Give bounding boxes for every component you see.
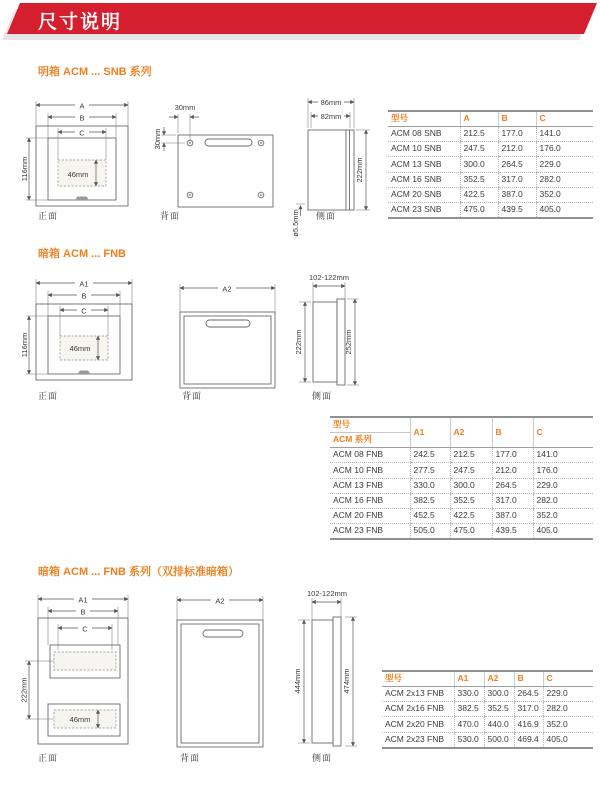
- table-cell: 405.0: [543, 732, 593, 748]
- column-header: 型号: [388, 111, 460, 127]
- table-cell: ACM 20 FNB: [330, 508, 410, 523]
- table-cell: ACM 2x16 FNB: [382, 702, 454, 717]
- table-row: [388, 172, 593, 187]
- table-cell: 382.5: [454, 702, 484, 717]
- dimension-lines: [161, 114, 199, 151]
- table-cell: 330.0: [410, 478, 450, 493]
- table-cell: 317.0: [498, 172, 536, 187]
- dim-label-86: 86mm: [320, 98, 342, 107]
- table-cell: 405.0: [536, 202, 593, 218]
- table-cell: 242.5: [410, 448, 450, 463]
- view-label-back: 背面: [182, 391, 203, 401]
- view-label-side: 侧面: [316, 211, 337, 221]
- dim-label-46: 46mm: [69, 344, 91, 353]
- table-cell: ACM 2x23 FNB: [382, 732, 454, 748]
- table-cell: 282.0: [533, 493, 593, 508]
- table-cell: 212.0: [492, 463, 533, 478]
- column-header: A: [460, 111, 498, 127]
- view-label-side: 侧面: [312, 753, 333, 763]
- table-row: [330, 463, 593, 478]
- table-cell: ACM 2x13 FNB: [382, 687, 454, 702]
- table-row: [330, 523, 593, 539]
- dim-label-a1: A1: [79, 279, 89, 289]
- table-cell: 300.0: [460, 157, 498, 172]
- table-cell: 229.0: [533, 478, 593, 493]
- dim-label-depth: 102-122mm: [308, 273, 350, 282]
- table-cell: 176.0: [533, 463, 593, 478]
- table-cell: 352.5: [460, 172, 498, 187]
- table-cell: 475.0: [460, 202, 498, 218]
- table-row: [388, 202, 593, 218]
- upper-module-window: [54, 652, 116, 670]
- section-title-fnb: 暗箱 ACM ... FNB: [38, 248, 126, 260]
- table-cell: ACM 10 SNB: [388, 142, 460, 157]
- table-cell: ACM 13 SNB: [388, 157, 460, 172]
- table-cell: 282.0: [536, 172, 593, 187]
- dim-label-a1: A1: [78, 595, 88, 605]
- dim-label-444: 444mm: [293, 668, 302, 694]
- table-cell: 500.0: [484, 732, 514, 748]
- column-header: 型号: [382, 671, 454, 687]
- table-cell: 439.5: [492, 523, 533, 539]
- fnb-back-view-drawing: [170, 274, 285, 396]
- table-cell: 387.0: [492, 508, 533, 523]
- section-title-snb: 明箱 ACM ... SNB 系列: [38, 66, 152, 78]
- view-label-front: 正面: [38, 753, 59, 763]
- column-header: C: [543, 671, 593, 687]
- table-cell: ACM 13 FNB: [330, 478, 410, 493]
- dim-label-depth: 102-122mm: [306, 589, 348, 598]
- view-label-back: 背面: [160, 211, 181, 221]
- view-label-side: 侧面: [312, 391, 333, 401]
- column-header: A1: [410, 417, 450, 448]
- fnb-front-view-drawing: [20, 274, 145, 396]
- table-cell: 317.0: [492, 493, 533, 508]
- table-cell: 352.5: [450, 493, 492, 508]
- dim-label-116: 116mm: [20, 332, 29, 358]
- table-cell: 452.5: [410, 508, 450, 523]
- snb-front-view-drawing: [20, 96, 142, 214]
- din-clip-mark: [75, 197, 89, 201]
- fnb2-back-view-drawing: [168, 590, 278, 752]
- table-cell: ACM 10 FNB: [330, 463, 410, 478]
- table-cell: 247.5: [450, 463, 492, 478]
- back-panel: [180, 312, 275, 388]
- table-cell: ACM 16 FNB: [330, 493, 410, 508]
- column-header: C: [533, 417, 593, 448]
- column-header: B: [514, 671, 543, 687]
- dim-label-b: B: [80, 607, 86, 617]
- table-cell: 317.0: [514, 702, 543, 717]
- table-cell: 352.0: [543, 717, 593, 732]
- table-cell: ACM 23 SNB: [388, 202, 460, 218]
- dim-label-252: 252mm: [344, 329, 353, 355]
- table-cell: 264.5: [498, 157, 536, 172]
- column-header: B: [498, 111, 536, 127]
- dim-label-b: B: [79, 113, 85, 123]
- dim-label-c: C: [82, 624, 88, 634]
- table-cell: 264.5: [514, 687, 543, 702]
- back-panel-inner: [184, 316, 271, 384]
- table-row: [330, 448, 593, 463]
- view-label-front: 正面: [38, 211, 59, 221]
- table-cell: 177.0: [492, 448, 533, 463]
- table-cell: 282.0: [543, 702, 593, 717]
- column-header: B: [492, 417, 533, 448]
- table-row: [382, 732, 593, 748]
- side-lid: [333, 617, 341, 746]
- table-cell: 300.0: [450, 478, 492, 493]
- mounting-holes: [187, 140, 264, 198]
- column-header: A2: [450, 417, 492, 448]
- dim-label-c: C: [79, 128, 85, 138]
- section-title-fnb-double: 暗箱 ACM ... FNB 系列（双排标准暗箱）: [38, 566, 240, 578]
- dim-label-222: 222mm: [355, 157, 364, 183]
- table-row: [330, 508, 593, 523]
- table-cell: 141.0: [533, 448, 593, 463]
- table-cell: 530.0: [454, 732, 484, 748]
- table-cell: 475.0: [450, 523, 492, 539]
- table-cell: 469.4: [514, 732, 543, 748]
- fnb2-front-view-drawing: [20, 590, 142, 750]
- side-body: [308, 130, 354, 210]
- table-cell: 382.5: [410, 493, 450, 508]
- table-cell: ACM 20 SNB: [388, 187, 460, 202]
- table-subheader: ACM 系列: [330, 433, 410, 448]
- fnb2-side-view-drawing: [293, 588, 383, 754]
- dim-label-30v: 30mm: [153, 128, 162, 150]
- side-body: [312, 620, 333, 743]
- din-clip-mark: [78, 371, 91, 375]
- table-cell: 470.0: [454, 717, 484, 732]
- table-cell: 416.9: [514, 717, 543, 732]
- table-row: [388, 127, 593, 142]
- table-cell: 212.0: [498, 142, 536, 157]
- dim-label-c: C: [81, 306, 87, 316]
- dim-label-82: 82mm: [320, 112, 342, 121]
- column-header: A1: [454, 671, 484, 687]
- view-label-back: 背面: [180, 753, 201, 763]
- table-row: [382, 717, 593, 732]
- dim-label-222: 222mm: [294, 329, 303, 355]
- table-cell: 330.0: [454, 687, 484, 702]
- dim-label-a2: A2: [215, 596, 225, 606]
- table-cell: 229.0: [536, 157, 593, 172]
- dim-label-a2: A2: [222, 284, 232, 294]
- dim-label-222: 222mm: [19, 677, 29, 703]
- column-header: A2: [484, 671, 514, 687]
- table-cell: 352.0: [536, 187, 593, 202]
- table-cell: 405.0: [533, 523, 593, 539]
- table-row: [388, 157, 593, 172]
- dim-label-46: 46mm: [69, 715, 91, 724]
- table-cell: 264.5: [492, 478, 533, 493]
- dim-label-474: 474mm: [342, 668, 351, 694]
- column-header: 型号: [330, 417, 410, 433]
- table-cell: 422.5: [450, 508, 492, 523]
- table-cell: 212.5: [460, 127, 498, 142]
- snb-back-view-drawing: [148, 96, 280, 214]
- table-cell: 439.5: [498, 202, 536, 218]
- view-label-front: 正面: [38, 391, 59, 401]
- table-cell: 141.0: [536, 127, 593, 142]
- table-cell: ACM 08 SNB: [388, 127, 460, 142]
- table-cell: 352.5: [484, 702, 514, 717]
- page-title: 尺寸说明: [38, 12, 123, 33]
- dim-label-hole: ø5.5mm: [291, 209, 300, 237]
- table-cell: 177.0: [498, 127, 536, 142]
- knockout-slot: [206, 320, 250, 327]
- column-header: C: [536, 111, 593, 127]
- table-cell: ACM 16 SNB: [388, 172, 460, 187]
- side-body: [313, 302, 337, 382]
- table-cell: ACM 08 FNB: [330, 448, 410, 463]
- snb-side-view-drawing: [288, 92, 388, 242]
- fnb-side-view-drawing: [293, 270, 383, 404]
- table-cell: 440.0: [484, 717, 514, 732]
- table-row: [382, 702, 593, 717]
- back-panel: [177, 620, 263, 747]
- table-cell: 422.5: [460, 187, 498, 202]
- dim-label-46: 46mm: [67, 170, 89, 179]
- table-cell: 176.0: [536, 142, 593, 157]
- table-cell: 247.5: [460, 142, 498, 157]
- table-row: [330, 493, 593, 508]
- table-cell: 300.0: [484, 687, 514, 702]
- table-cell: ACM 2x20 FNB: [382, 717, 454, 732]
- table-row: [388, 187, 593, 202]
- dim-label-b: B: [81, 291, 87, 301]
- snb-spec-table: [388, 110, 593, 219]
- table-cell: 387.0: [498, 187, 536, 202]
- table-cell: 212.5: [450, 448, 492, 463]
- table-cell: 229.0: [543, 687, 593, 702]
- dim-label-a: A: [79, 101, 85, 111]
- knockout-slot: [205, 139, 252, 146]
- back-panel-inner: [181, 624, 259, 743]
- fnb-double-spec-table: [382, 670, 593, 749]
- fnb-spec-table: [330, 416, 593, 540]
- table-cell: ACM 23 FNB: [330, 523, 410, 539]
- table-cell: 505.0: [410, 523, 450, 539]
- table-row: [330, 478, 593, 493]
- table-cell: 277.5: [410, 463, 450, 478]
- table-row: [388, 142, 593, 157]
- dim-label-116: 116mm: [20, 156, 29, 182]
- table-cell: 352.0: [533, 508, 593, 523]
- table-row: [382, 687, 593, 702]
- knockout-slot: [203, 630, 243, 637]
- dim-label-30h: 30mm: [174, 103, 196, 112]
